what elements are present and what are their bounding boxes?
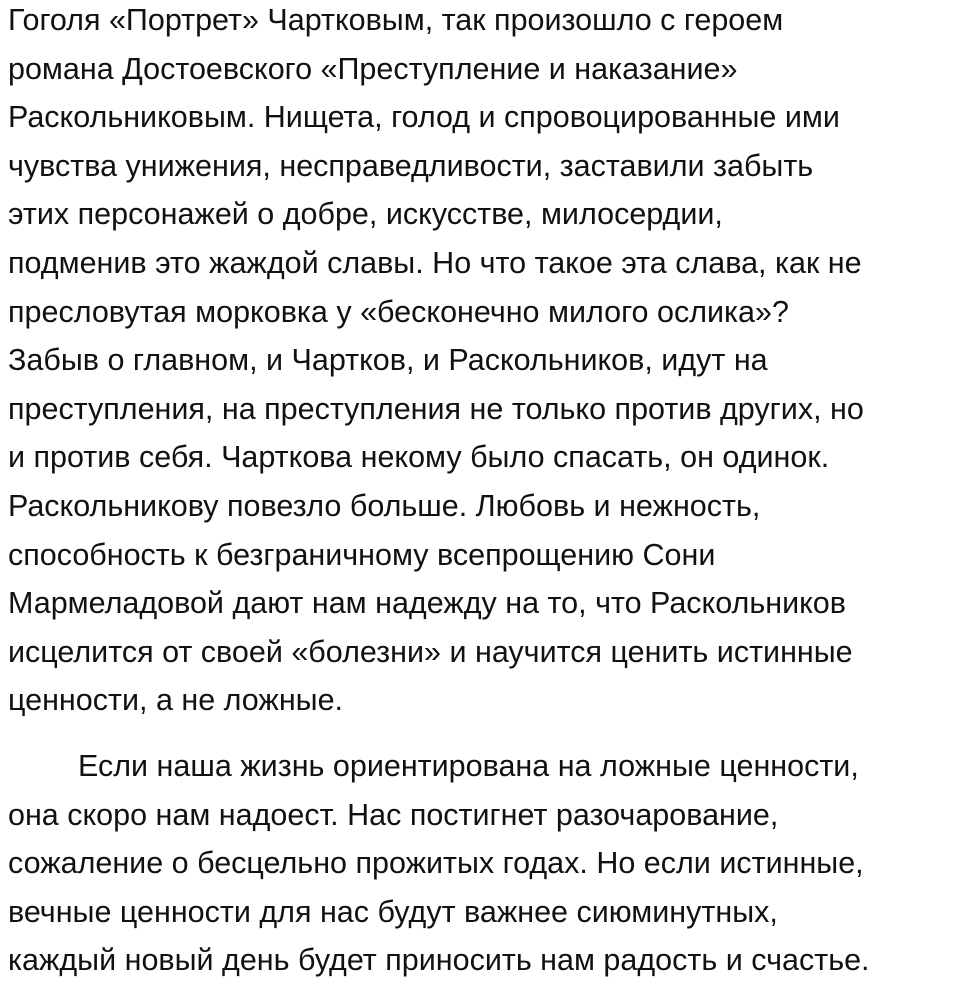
text-line: романа Достоевского «Преступление и наказание» bbox=[8, 51, 738, 86]
text-line: способность к безграничному всепрощению Сони bbox=[8, 537, 716, 572]
text-line: подменив это жаждой славы. Но что такое эта слава, как не bbox=[8, 245, 862, 280]
text-line: вечные ценности для нас будут важнее сиюминутных, bbox=[8, 894, 778, 929]
text-line: каждый новый день будет приносить нам радость и счастье. bbox=[8, 943, 870, 978]
text-line: Раскольникову повезло больше. Любовь и нежность, bbox=[8, 488, 761, 523]
text-line: ценности, а не ложные. bbox=[8, 683, 344, 718]
paragraph-1 bbox=[8, 0, 952, 725]
text-line: Раскольниковым. Нищета, голод и спровоцированные ими bbox=[8, 100, 840, 135]
paragraph-2 bbox=[8, 742, 952, 985]
text-line: Забыв о главном, и Чартков, и Раскольников, идут на bbox=[8, 343, 768, 378]
text-line: Гоголя «Портрет» Чартковым, так произошло с героем bbox=[8, 3, 784, 37]
text-line: пресловутая морковка у «бесконечно милого ослика»? bbox=[8, 294, 789, 329]
text-line: чувства унижения, несправедливости, заставили забыть bbox=[8, 148, 814, 183]
text-line: этих персонажей о добре, искусстве, милосердии, bbox=[8, 197, 723, 232]
document-page bbox=[8, 0, 952, 985]
paragraph-gap bbox=[8, 725, 952, 742]
text-line: исцелится от своей «болезни» и научится ценить истинные bbox=[8, 634, 853, 669]
text-line: сожаление о бесцельно прожитых годах. Но если истинные, bbox=[8, 846, 864, 881]
text-line: она скоро нам надоест. Нас постигнет разочарование, bbox=[8, 797, 779, 832]
text-line: Мармеладовой дают нам надежду на то, что Раскольников bbox=[8, 586, 846, 621]
text-line: и против себя. Чарткова некому было спасать, он одинок. bbox=[8, 440, 830, 475]
text-line: преступления, на преступления не только против других, но bbox=[8, 391, 864, 426]
text-line-indented: Если наша жизнь ориентирована на ложные ценности, bbox=[78, 748, 859, 783]
